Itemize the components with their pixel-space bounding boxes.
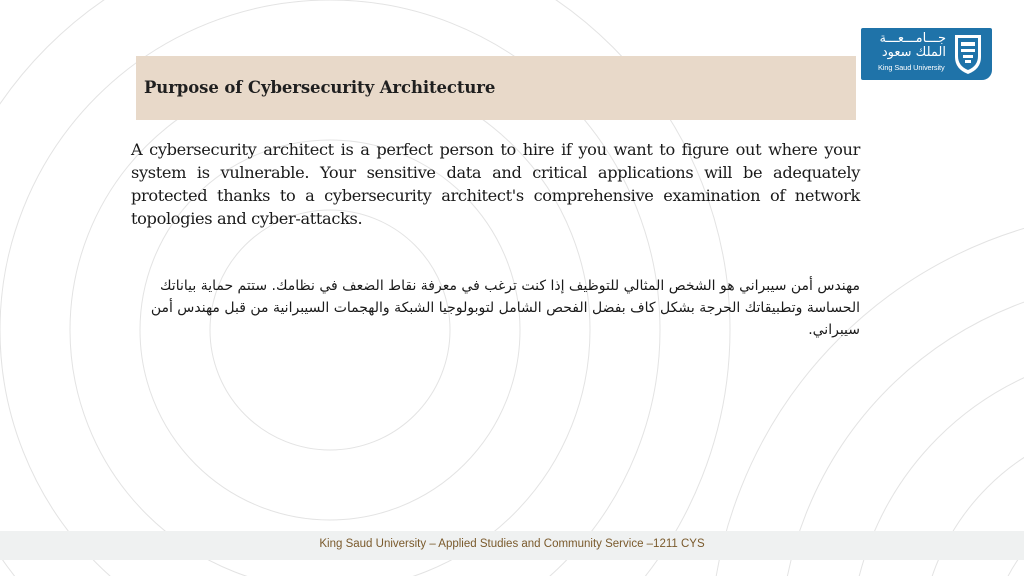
logo-english-name: King Saud University <box>878 63 945 72</box>
university-logo <box>861 28 992 80</box>
slide-title: Purpose of Cybersecurity Architecture <box>144 78 496 97</box>
arabic-paragraph: مهندس أمن سيبراني هو الشخص المثالي للتوظيف إذا كنت ترغب في معرفة نقاط الضعف في نظامك. ستتم حماية بياناتك الحساسة وتطبيقاتك الحرجة بشكل كاف بفضل الفحص الشامل لتوبولوجيا الشبكة والهجمات السيبرانية من قبل مهندس أمن سيبراني. <box>150 278 860 338</box>
english-paragraph: A cybersecurity architect is a perfect person to hire if you want to figure out where your system is vulnerable. Your sensitive data and critical applications will be adequately protected thanks to a cybersecurity architect's comprehensive examination of network topologies and cyber-attacks. <box>131 140 860 228</box>
university-emblem-icon <box>952 33 984 75</box>
logo-arabic-line1: جـــامـــعـــة <box>879 31 946 46</box>
logo-arabic-line2: الملك سعود <box>881 45 946 60</box>
footer-text: King Saud University – Applied Studies and Community Service –1211 CYS <box>319 538 705 550</box>
title-bar <box>136 56 856 120</box>
